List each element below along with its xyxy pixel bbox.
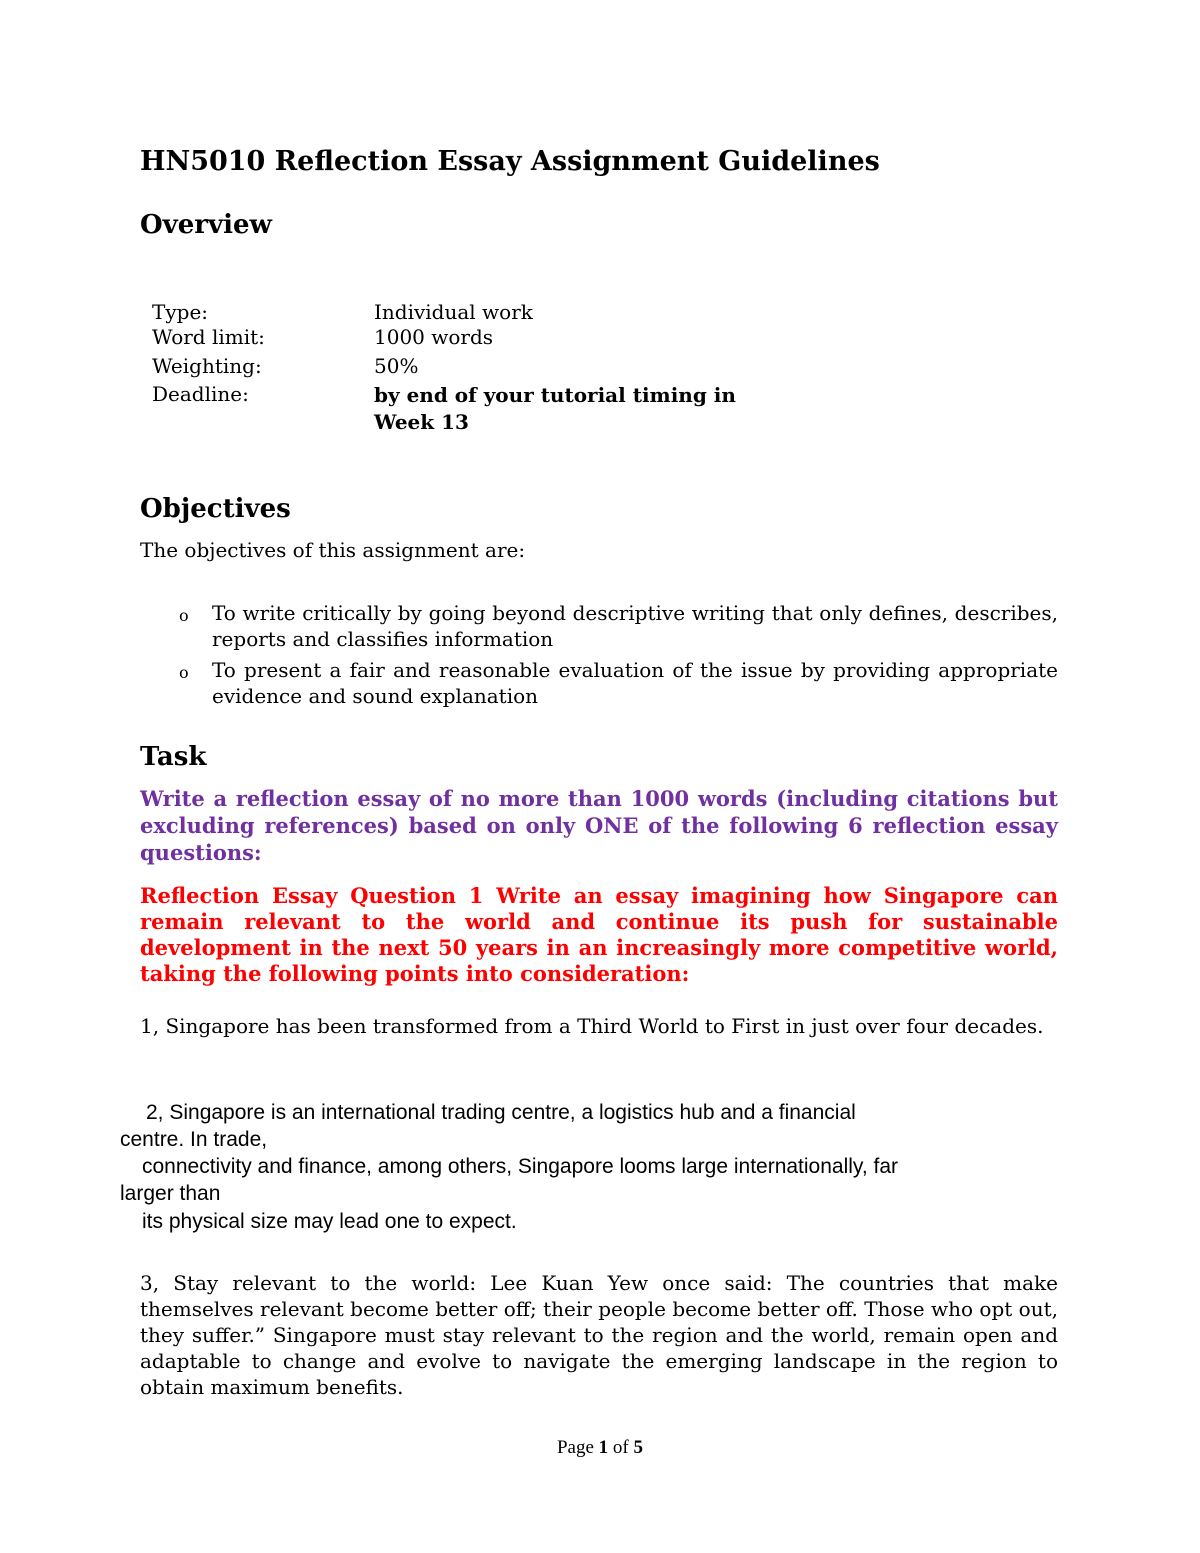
consideration-point-3: 3, Stay relevant to the world: Lee Kuan Yew once said: The countries that make themselves relevant become better off; their people become better off. Those who opt out, they suffer.” Singapore must stay relevant to the region and the world, remain open and adaptable to change and evolve to navigate the emerging landscape in the region to obtain maximum benefits. [140,1271,1058,1399]
word-limit-label: Word limit: [152,325,265,349]
point2-line-3: connectivity and finance, among others, Singapore looms large internationally, far [142,1155,899,1178]
footer-current-page: 1 [598,1437,609,1458]
deadline-label: Deadline: [152,382,249,406]
deadline-value-line1: by end of your tutorial timing in [374,383,736,407]
point2-line-5: its physical size may lead one to expect. [142,1210,517,1233]
task-heading: Task [140,742,207,772]
point2-line-1: 2, Singapore is an international trading centre, a logistics hub and a financial [146,1101,856,1124]
objective-item-1: To write critically by going beyond descriptive writing that only defines, describes, reports and classifies information [212,601,1058,651]
weighting-value: 50% [374,354,419,378]
task-instruction: Write a reflection essay of no more than 1000 words (including citations but excluding references) based on only ONE of the following 6 reflection essay questions: [140,786,1058,865]
weighting-label: Weighting: [152,354,262,378]
page-footer [0,1437,1200,1459]
bullet-marker: o [179,606,189,625]
objective-item-2: To present a fair and reasonable evaluation of the issue by providing appropriate evidence and sound explanation [212,658,1058,708]
document-title: HN5010 Reflection Essay Assignment Guidelines [140,146,880,177]
word-limit-value: 1000 words [374,325,494,349]
consideration-point-1: 1, Singapore has been transformed from a Third World to First in just over four decades. [140,1014,1044,1038]
reflection-question-1: Reflection Essay Question 1 Write an essay imagining how Singapore can remain relevant to the world and continue its push for sustainable development in the next 50 years in an increasingly more competitive world, taking the following points into consideration: [140,883,1058,986]
footer-page-word: Page [556,1437,594,1458]
type-label: Type: [152,300,209,324]
objectives-intro: The objectives of this assignment are: [140,538,526,562]
type-value: Individual work [374,300,533,324]
overview-heading: Overview [140,210,272,240]
footer-of-word: of [612,1437,629,1458]
bullet-marker: o [179,663,189,682]
deadline-value-line2: Week 13 [374,410,469,434]
point2-line-2: centre. In trade, [120,1128,268,1151]
footer-total-pages: 5 [633,1437,643,1458]
point2-line-4: larger than [120,1182,221,1205]
objectives-heading: Objectives [140,494,291,524]
